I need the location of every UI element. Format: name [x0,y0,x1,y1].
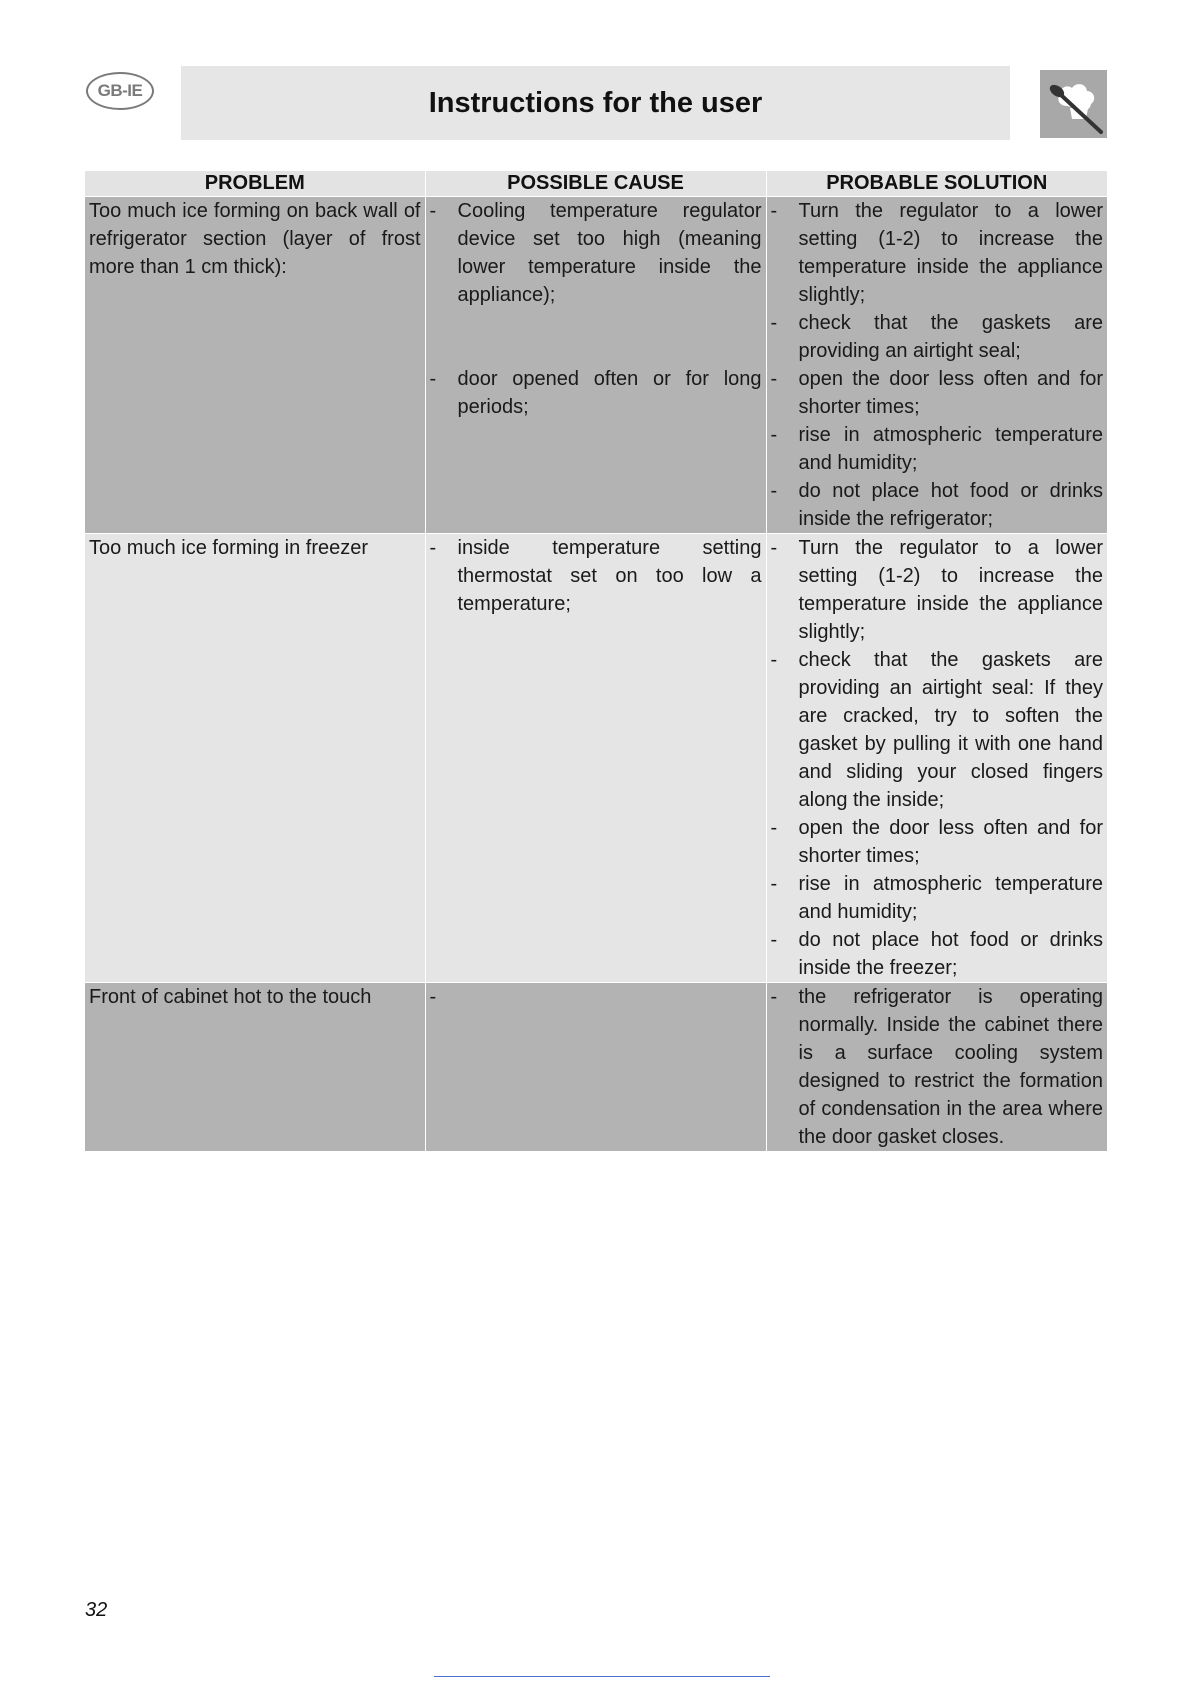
bottom-divider [434,1676,770,1677]
solution-item [771,421,1104,477]
cause-item [430,197,762,309]
column-header-problem: PROBLEM [85,171,425,197]
region-badge-label: GB-IE [97,81,143,100]
list-dash: - [770,873,778,895]
cause-text: door opened often or for long periods; [457,368,762,418]
list-dash: - [770,200,778,222]
cause-text: Cooling temperature regulator device set too high (meaning lower temperature inside the appliance); [457,200,762,306]
solution-text: do not place hot food or drinks inside the refrigerator; [798,480,1103,530]
solution-item [771,646,1104,814]
solution-item [771,534,1104,646]
cause-cell [425,983,766,1152]
solution-item [771,309,1104,365]
list-dash: - [770,424,778,446]
column-header-probable-solution: PROBABLE SOLUTION [766,171,1107,197]
region-badge [86,72,154,110]
solution-text: open the door less often and for shorter times; [798,368,1103,418]
table-row [85,197,1107,534]
solution-item [771,365,1104,421]
table-row [85,534,1107,983]
problem-cell [85,534,425,983]
cause-item [430,534,762,618]
spacer [430,309,762,365]
solution-text: open the door less often and for shorter times; [798,817,1103,867]
cause-cell [425,534,766,983]
solution-text: check that the gaskets are providing an airtight seal: If they are cracked, try to soften the gasket by pulling it with one hand and sliding your closed fingers along the inside; [798,649,1103,811]
list-dash: - [770,480,778,502]
list-dash: - [770,817,778,839]
problem-cell [85,197,425,534]
cause-item [430,365,762,421]
solution-item [771,477,1104,533]
problem-cell [85,983,425,1152]
list-dash: - [429,368,437,390]
solution-item [771,197,1104,309]
header-band [181,66,1010,140]
solution-item [771,926,1104,982]
solution-item [771,814,1104,870]
table-row [85,983,1107,1152]
page-number: 32 [85,1599,108,1621]
list-dash: - [429,200,437,222]
cause-text: inside temperature setting thermostat set on too low a temperature; [457,537,762,615]
problem-text: Too much ice forming on back wall of refrigerator section (layer of frost more than 1 cm thick): [89,200,421,278]
table-header-row [85,171,1107,197]
list-dash: - [429,537,437,559]
cause-cell [425,197,766,534]
solution-text: do not place hot food or drinks inside the freezer; [798,929,1103,979]
solution-cell [766,983,1107,1152]
list-dash: - [429,986,437,1008]
chef-spoon-icon [1040,70,1107,138]
solution-text: Turn the regulator to a lower setting (1-2) to increase the temperature inside the appliance slightly; [798,537,1103,643]
problem-text: Too much ice forming in freezer [89,537,369,559]
solution-text: rise in atmospheric temperature and humidity; [798,424,1103,474]
list-dash: - [770,368,778,390]
list-dash: - [770,649,778,671]
problem-text: Front of cabinet hot to the touch [89,986,372,1008]
solution-text: check that the gaskets are providing an airtight seal; [798,312,1103,362]
solution-item [771,870,1104,926]
page-title: Instructions for the user [428,86,763,119]
solution-cell [766,534,1107,983]
solution-text: Turn the regulator to a lower setting (1-2) to increase the temperature inside the appliance slightly; [798,200,1103,306]
solution-item [771,983,1104,1151]
list-dash: - [770,312,778,334]
solution-text: the refrigerator is operating normally. Inside the cabinet there is a surface cooling system designed to restrict the formation of condensation in the area where the door gasket closes. [798,986,1103,1148]
list-dash: - [770,929,778,951]
list-dash: - [770,986,778,1008]
solution-cell [766,197,1107,534]
solution-text: rise in atmospheric temperature and humidity; [798,873,1103,923]
column-header-possible-cause: POSSIBLE CAUSE [425,171,766,197]
list-dash: - [770,537,778,559]
troubleshooting-table [85,171,1107,1151]
